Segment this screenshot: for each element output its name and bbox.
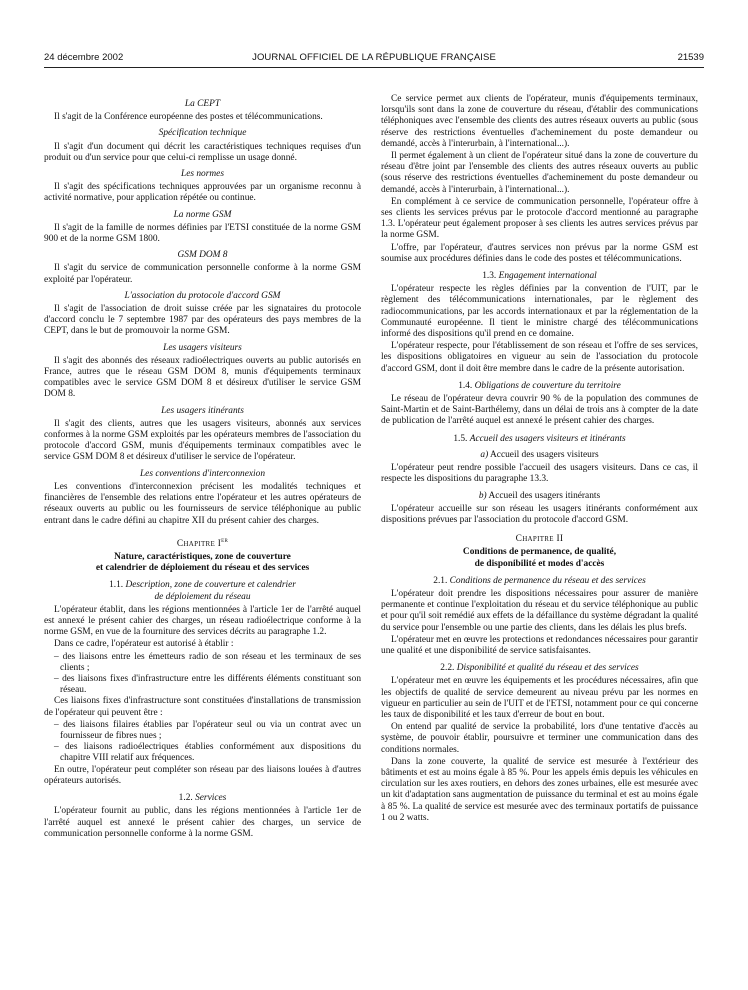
list-item: – des liaisons radioélectriques établies conformément aux dispositions du chapitre VIII relatif aux fréquences. xyxy=(54,742,361,764)
list-item: – des liaisons fixes d'infrastructure entre les différents éléments constituant son réseau. xyxy=(54,674,361,696)
subsection-heading: b) Accueil des usagers itinérants xyxy=(478,490,601,501)
paragraph: Il s'agit d'un document qui décrit les caractéristiques techniques requises d'un produit ou d'un service pour que celui-ci remplisse un usage donné. xyxy=(44,141,361,163)
header-rule xyxy=(44,67,704,68)
paragraph: L'opérateur met en œuvre les équipements et les procédures nécessaires, afin que les objectifs de qualité de service demeurent au niveau prévu par les normes en vigueur en particulier au sein de l'UIT et de l'ETSI, notamment pour ce qui concerne les taux de disponibilité et les taux d'erreur de bout en bout. xyxy=(381,676,698,720)
heading-association: L'association du protocole d'accord GSM xyxy=(124,290,281,301)
paragraph: L'opérateur respecte les règles définies par la convention de l'UIT, par le règlement des télécommunications internationales, par le règlement des radiocommunications, par les accords internationaux et par la réglementation de la Communauté européenne. Il tient le ministre chargé des télécommunications informé des dispositions qu'il prend en ce domaine. xyxy=(381,284,698,340)
paragraph: Les conventions d'interconnexion précisent les modalités techniques et financières de l'ensemble des relations entre l'opérateur et les autres opérateurs de réseaux ouverts au public ou les fournisseurs de service téléphonique au public entrant dans le cadre défini au chapitre XII du présent cahier des charges. xyxy=(44,481,361,526)
section-heading: 2.2. Disponibilité et qualité du réseau et des services xyxy=(440,663,639,674)
list-item: – des liaisons filaires établies par l'opérateur seul ou via un contrat avec un fournisseur de fibres nues ; xyxy=(54,720,361,742)
heading-norme-gsm: La norme GSM xyxy=(173,209,232,220)
chapter-heading: Chapitre Ier xyxy=(176,535,229,549)
paragraph: L'opérateur accueille sur son réseau les usagers itinérants conformément aux dispositions prévues par l'association du protocole d'accord GSM. xyxy=(381,503,698,525)
bullet-list xyxy=(44,720,361,765)
paragraph: L'offre, par l'opérateur, d'autres services non prévus par la norme GSM est soumise aux procédures définies dans le code des postes et télécommunications. xyxy=(381,242,698,264)
paragraph: L'opérateur peut rendre possible l'accueil des usagers visiteurs. Dans ce cas, il respecte les dispositions du paragraphe 13.3. xyxy=(381,463,698,485)
paragraph: Il s'agit du service de communication personnelle conforme à la norme GSM exploité par l'opérateur. xyxy=(44,263,361,285)
left-column xyxy=(44,94,361,984)
section-heading: 1.2. Services xyxy=(178,793,227,804)
paragraph: Il s'agit de la famille de normes définies par l'ETSI constituée de la norme GSM 900 et de la norme GSM 1800. xyxy=(44,222,361,245)
heading-cept: La CEPT xyxy=(184,99,221,109)
paragraph: En complément à ce service de communication personnelle, l'opérateur offre à ses clients les services prévus par le protocole d'accord mentionné au paragraphe 1.3. L'opérateur peut également proposer à ses clients les autres services prévus par la norme GSM. xyxy=(381,196,698,241)
bullet-list xyxy=(44,652,361,697)
paragraph: Il permet également à un client de l'opérateur situé dans la zone de couverture du réseau d'être joint par l'ensemble des clients des autres réseaux ouverts au public (sous réserve des restrictions éventuelles d'acheminement du poste demandeur ou demandé, accès à l'interurbain, à l'international...). xyxy=(381,151,698,195)
paragraph: Il s'agit des spécifications techniques approuvées par un organisme reconnu à activité normative, pour application répétée ou continue. xyxy=(44,182,361,204)
heading-usagers-itinerants: Les usagers itinérants xyxy=(161,405,244,416)
heading-specification: Spécification technique xyxy=(158,128,247,139)
heading-normes: Les normes xyxy=(181,169,224,180)
paragraph: L'opérateur met en œuvre les protections et redondances nécessaires pour garantir une qualité et une disponibilité de service satisfaisantes. xyxy=(381,634,698,656)
paragraph: Dans ce cadre, l'opérateur est autorisé à établir : xyxy=(54,639,234,650)
paragraph: L'opérateur doit prendre les dispositions nécessaires pour assurer de manière permanente et continue l'exploitation du réseau et du service téléphonique au public et pour qu'il soit remédié aux effets de la défaillance du système dégradant la qualité du service pour l'ensemble ou une partie des clients, dans les délais les plus brefs. xyxy=(381,588,698,633)
paragraph: Le réseau de l'opérateur devra couvrir 90 % de la population des communes de Saint-Martin et de Saint-Barthélemy, dans un délai de trois ans à compter de la date de publication de l'arrêté auquel est annexé le présent cahier des charges. xyxy=(381,394,698,427)
section-heading: 1.5. Accueil des usagers visiteurs et itinérants xyxy=(453,433,626,444)
list-item: – des liaisons entre les émetteurs radio de son réseau et les terminaux de ses clients ; xyxy=(54,652,361,674)
heading-usagers-visiteurs: Les usagers visiteurs xyxy=(163,342,242,353)
section-heading: 2.1. Conditions de permanence du réseau et des services xyxy=(433,575,646,586)
section-heading: 1.4. Obligations de couverture du territoire xyxy=(458,380,621,391)
paragraph: Il s'agit des clients, autres que les usagers visiteurs, abonnés aux services conformes à la norme GSM exploités par les opérateurs membres de l'association du protocole d'accord GSM, munis d'équipements terminaux compatibles avec le service GSM DOM 8 et désireux d'utiliser le service de l'opérateur. xyxy=(44,418,361,463)
chapter-title: Nature, caractéristiques, zone de couverture et calendrier de déploiement du réseau et des services xyxy=(95,552,310,574)
chapter-heading: Chapitre II xyxy=(515,534,564,545)
section-heading: 1.3. Engagement international xyxy=(482,271,597,282)
header-date: 24 décembre 2002 xyxy=(44,52,124,63)
paragraph: L'opérateur établit, dans les régions mentionnées à l'article 1er de l'arrêté auquel est annexé le présent cahier des charges, un réseau radioélectrique conforme à la norme GSM, en vue de la fourniture des services décrits au paragraphe 1.2. xyxy=(44,604,361,638)
paragraph: L'opérateur fournit au public, dans les régions mentionnées à l'article 1er de l'arrêté auquel est annexé le présent cahier des charges, un service de communication personnelle conforme à la norme GSM. xyxy=(44,806,361,839)
heading-conventions: Les conventions d'interconnexion xyxy=(139,468,266,479)
heading-gsm-dom8: GSM DOM 8 xyxy=(177,250,228,261)
subsection-heading: a) Accueil des usagers visiteurs xyxy=(480,449,599,460)
paragraph: Il s'agit de l'association de droit suisse créée par les signataires du protocole d'accord conclu le 7 septembre 1987 par des opérateurs des pays membres de la CEPT, dans le but de promouvoir la norme GSM. xyxy=(44,304,361,337)
paragraph: On entend par qualité de service la probabilité, lors d'une tentative d'accès au système, de pouvoir établir, poursuivre et terminer une communication dans des conditions normales. xyxy=(381,722,698,755)
header-page-number: 21539 xyxy=(677,52,704,63)
paragraph: En outre, l'opérateur peut compléter son réseau par des liaisons louées à d'autres opérateurs autorisés. xyxy=(44,764,361,786)
header-journal-title: JOURNAL OFFICIEL DE LA RÉPUBLIQUE FRANÇAISE xyxy=(252,52,496,63)
paragraph: L'opérateur respecte, pour l'établissement de son réseau et l'offre de ses services, les dispositions obligatoires en vigueur au sein de l'association du protocole d'accord GSM, dont il doit être membre dans le cadre de la présente autorisation. xyxy=(381,341,698,374)
paragraph: Ce service permet aux clients de l'opérateur, munis d'équipements terminaux, lorsqu'ils sont dans la zone de couverture du réseau, d'établir des communications téléphoniques avec l'ensemble des clients des autres réseaux ouverts au public (sous réserve des restrictions éventuelles d'acheminement du poste demandeur ou demandé, accès à l'interurbain, à l'international...). xyxy=(381,94,698,149)
paragraph: Ces liaisons fixes d'infrastructure sont constituées d'installations de transmission de l'opérateur qui peuvent être : xyxy=(44,696,361,718)
right-column xyxy=(381,94,698,984)
page-header xyxy=(44,52,704,66)
paragraph: Il s'agit des abonnés des réseaux radioélectriques ouverts au public autorisés en France, autres que le réseau GSM DOM 8, munis d'équipements terminaux compatibles avec le service GSM DOM 8 et désireux d'utiliser le service GSM DOM 8. xyxy=(44,355,361,400)
paragraph: Dans la zone couverte, la qualité de service est mesurée à l'extérieur des bâtiments et est au moins égale à 85 %. Pour les appels émis depuis les véhicules en circulation sur les axes routiers, en dehors des zones urbaines, elle est mesurée avec un kit d'adaptation sans augmentation de puissance du terminal et est au moins égale à 85 %. La qualité de service est mesurée avec des terminaux portatifs de puissance 1 ou 2 watts. xyxy=(381,756,698,823)
section-heading: 1.1. Description, zone de couverture et calendrier de déploiement du réseau xyxy=(109,580,296,602)
chapter-title: Conditions de permanence, de qualité, de disponibilité et modes d'accès xyxy=(462,547,617,569)
paragraph: Il s'agit de la Conférence européenne des postes et télécommunications. xyxy=(54,112,323,123)
